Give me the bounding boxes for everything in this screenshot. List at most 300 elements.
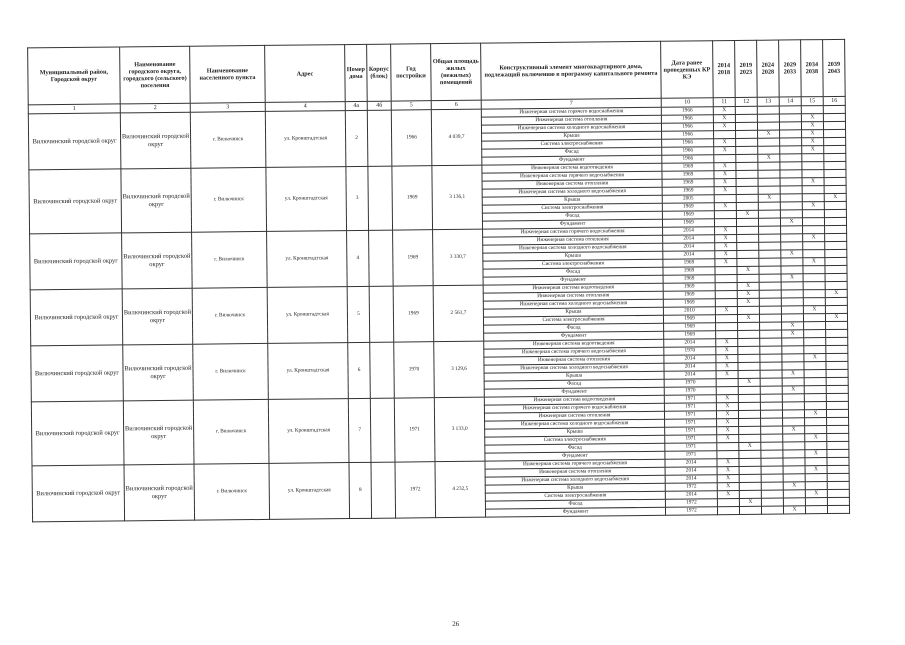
header-year-built: Год постройки [391, 44, 432, 101]
period-mark-cell [827, 425, 849, 433]
period-mark-cell [758, 202, 780, 210]
period-end-year: 2028 [761, 68, 775, 76]
element-name-cell: Инженерная система горячего водоснабжения [485, 459, 665, 469]
period-mark-cell [805, 498, 827, 506]
period-mark-cell: X [736, 210, 758, 218]
element-name-cell: Инженерная система холодного водоснабжения [485, 419, 665, 429]
prev-repair-date-cell: 1969 [662, 179, 714, 188]
period-mark-cell [758, 138, 780, 146]
year-cell: 1972 [395, 462, 436, 518]
period-mark-cell [738, 362, 760, 370]
period-mark-cell [738, 338, 760, 346]
street-cell: ул. Кронштадтская [267, 287, 348, 344]
locality-cell: г. Вилючинск [190, 111, 266, 168]
locality-cell: г. Вилючинск [192, 287, 268, 344]
period-mark-cell [826, 329, 848, 337]
element-name-cell: Крыша [484, 371, 664, 381]
period-mark-cell [761, 450, 783, 458]
header-row [28, 39, 846, 105]
street-cell: ул. Кронштадтская [268, 343, 349, 400]
period-mark-cell [825, 225, 847, 233]
period-mark-cell [823, 105, 845, 113]
street-cell: ул. Кронштадтская [267, 231, 348, 288]
period-mark-cell [827, 497, 849, 505]
period-mark-cell [803, 290, 825, 298]
prev-repair-date-cell: 1969 [664, 331, 716, 340]
period-mark-cell [780, 154, 802, 162]
prev-repair-date-cell: 1966 [662, 139, 714, 148]
year-cell: 1969 [393, 230, 434, 286]
period-mark-cell: X [716, 362, 738, 370]
element-name-cell: Система электроснабжения [485, 435, 665, 445]
period-end-year: 2023 [739, 68, 753, 76]
period-mark-cell [714, 210, 736, 218]
element-name-cell: Инженерная система горячего водоснабжения [482, 171, 662, 181]
period-mark-cell [758, 146, 780, 154]
element-name-cell: Крыша [485, 483, 665, 493]
period-mark-cell [825, 249, 847, 257]
period-mark-cell [736, 194, 758, 202]
year-cell: 1971 [394, 398, 435, 462]
period-mark-cell: X [717, 482, 739, 490]
period-mark-cell [803, 250, 825, 258]
period-mark-cell: X [782, 322, 804, 330]
district-cell: Вилючинский городской округ [31, 345, 124, 402]
district-cell: Вилючинский городской округ [31, 401, 124, 466]
period-mark-cell [758, 218, 780, 226]
prev-repair-date-cell: 1971 [664, 395, 716, 404]
period-mark-cell: X [737, 314, 759, 322]
period-mark-cell: X [716, 354, 738, 362]
period-mark-cell: X [713, 123, 735, 131]
period-mark-cell [780, 210, 802, 218]
column-number: 3 [190, 102, 265, 112]
column-number: 1 [28, 104, 120, 114]
prev-repair-date-cell: 2014 [664, 339, 716, 348]
element-name-cell: Инженерная система горячего водоснабжения [481, 107, 661, 117]
period-mark-cell [761, 490, 783, 498]
header-total-area: Общая площадь жилых (нежилых) помещений [431, 43, 482, 101]
period-mark-cell [823, 121, 845, 129]
period-mark-cell [804, 402, 826, 410]
period-mark-cell [802, 218, 824, 226]
period-mark-cell [783, 458, 805, 466]
settlement-cell: Вилючинский городской округ [122, 232, 193, 289]
prev-repair-date-cell: 1971 [665, 435, 717, 444]
element-name-cell: Инженерная система горячего водоснабжения [484, 403, 664, 413]
prev-repair-date-cell: 2005 [662, 195, 714, 204]
prev-repair-date-cell: 1971 [665, 419, 717, 428]
header-period [823, 39, 846, 96]
period-mark-cell: X [781, 250, 803, 258]
period-mark-cell [739, 458, 761, 466]
period-start-year: 2019 [739, 61, 753, 69]
header-municipal-district: Муниципальный район, Городской округ [28, 47, 121, 105]
period-mark-cell: X [805, 490, 827, 498]
period-mark-cell [717, 442, 739, 450]
column-number: 15 [801, 97, 823, 106]
period-mark-cell: X [805, 466, 827, 474]
period-mark-cell [827, 441, 849, 449]
period-mark-cell [738, 386, 760, 394]
period-start-year: 2039 [827, 60, 841, 69]
prev-repair-date-cell: 2014 [664, 371, 716, 380]
period-mark-cell [780, 170, 802, 178]
period-mark-cell [827, 433, 849, 441]
period-mark-cell [761, 442, 783, 450]
period-mark-cell [760, 370, 782, 378]
period-mark-cell [739, 426, 761, 434]
table-body [28, 105, 849, 522]
period-mark-cell: X [716, 346, 738, 354]
prev-repair-date-cell: 1971 [664, 403, 716, 412]
period-mark-cell: X [802, 138, 824, 146]
column-number: 4б [367, 101, 391, 110]
period-mark-cell [759, 258, 781, 266]
period-mark-cell [825, 305, 847, 313]
period-mark-cell [737, 274, 759, 282]
period-mark-cell [782, 410, 804, 418]
period-mark-cell [716, 386, 738, 394]
period-mark-cell [825, 265, 847, 273]
period-mark-cell [826, 393, 848, 401]
period-mark-cell: X [714, 170, 736, 178]
period-mark-cell [803, 242, 825, 250]
district-cell: Вилючинский городской округ [30, 233, 123, 290]
house-number-cell: 2 [345, 110, 368, 166]
period-mark-cell [760, 410, 782, 418]
period-mark-cell [803, 266, 825, 274]
period-mark-cell [760, 330, 782, 338]
period-mark-cell [760, 322, 782, 330]
period-mark-cell [761, 506, 783, 514]
period-mark-cell [824, 177, 846, 185]
period-mark-cell: X [714, 162, 736, 170]
prev-repair-date-cell: 1966 [662, 147, 714, 156]
period-mark-cell [780, 178, 802, 186]
header-structural-element: Конструктивный элемент многоквартирного дома, подлежащий включению в программу капитального ремонта [481, 41, 662, 100]
period-mark-cell [780, 130, 802, 138]
element-name-cell: Инженерная система холодного водоснабжения [483, 243, 663, 253]
prev-repair-date-cell: 1969 [663, 283, 715, 292]
period-mark-cell [761, 458, 783, 466]
period-mark-cell [803, 298, 825, 306]
year-cell: 1969 [393, 286, 434, 342]
period-mark-cell [759, 314, 781, 322]
period-mark-cell [780, 146, 802, 154]
period-mark-cell [714, 154, 736, 162]
period-mark-cell [781, 290, 803, 298]
period-mark-cell [738, 394, 760, 402]
locality-cell: г. Вилючинск [193, 343, 269, 400]
period-mark-cell: X [738, 378, 760, 386]
period-mark-cell [736, 186, 758, 194]
period-mark-cell: X [804, 410, 826, 418]
element-name-cell: Инженерная система холодного водоснабжения [483, 299, 663, 309]
period-mark-cell [824, 185, 846, 193]
column-number: 4 [265, 102, 345, 112]
period-mark-cell [824, 161, 846, 169]
period-end-year: 2033 [783, 68, 797, 76]
period-mark-cell [801, 106, 823, 114]
period-mark-cell: X [714, 202, 736, 210]
period-mark-cell: X [715, 258, 737, 266]
period-mark-cell [781, 314, 803, 322]
header-period [735, 40, 758, 97]
period-mark-cell [758, 210, 780, 218]
period-mark-cell [824, 153, 846, 161]
period-mark-cell [805, 426, 827, 434]
period-mark-cell [781, 306, 803, 314]
period-mark-cell [760, 354, 782, 362]
period-mark-cell: X [783, 506, 805, 514]
period-mark-cell [739, 506, 761, 514]
period-mark-cell [803, 274, 825, 282]
element-name-cell: Система электроснабжения [485, 491, 665, 501]
period-mark-cell [804, 338, 826, 346]
period-mark-cell [783, 490, 805, 498]
period-mark-cell [757, 122, 779, 130]
period-mark-cell [758, 162, 780, 170]
element-name-cell: Крыша [482, 131, 662, 141]
prev-repair-date-cell: 2010 [663, 307, 715, 316]
element-name-cell: Фундамент [482, 155, 662, 165]
block-cell [369, 230, 394, 286]
period-mark-cell [760, 394, 782, 402]
period-mark-cell [714, 218, 736, 226]
period-mark-cell: X [717, 490, 739, 498]
period-mark-cell [783, 498, 805, 506]
period-mark-cell [739, 434, 761, 442]
capital-repair-table [27, 39, 850, 523]
period-mark-cell [761, 426, 783, 434]
period-mark-cell [826, 369, 848, 377]
prev-repair-date-cell: 1970 [664, 379, 716, 388]
header-period [713, 41, 736, 98]
period-mark-cell [761, 498, 783, 506]
period-mark-cell [805, 474, 827, 482]
period-mark-cell [804, 378, 826, 386]
element-name-cell: Система электроснабжения [482, 139, 662, 149]
period-mark-cell [736, 178, 758, 186]
period-mark-cell [827, 417, 849, 425]
period-mark-cell: X [715, 306, 737, 314]
period-mark-cell [757, 114, 779, 122]
period-mark-cell: X [716, 370, 738, 378]
period-mark-cell: X [782, 386, 804, 394]
column-number: 10 [661, 98, 713, 108]
period-mark-cell [804, 362, 826, 370]
period-mark-cell: X [714, 186, 736, 194]
column-number: 11 [713, 98, 735, 107]
period-mark-cell [783, 474, 805, 482]
period-mark-cell [736, 146, 758, 154]
district-cell: Вилючинский городской округ [32, 465, 125, 522]
area-cell: 4 039,7 [431, 109, 482, 166]
period-mark-cell [781, 234, 803, 242]
period-mark-cell [738, 322, 760, 330]
period-start-year: 2029 [783, 61, 797, 69]
period-mark-cell: X [805, 434, 827, 442]
prev-repair-date-cell: 1972 [665, 507, 717, 516]
prev-repair-date-cell: 1971 [665, 451, 717, 460]
period-mark-cell [780, 162, 802, 170]
element-name-cell: Фундамент [483, 275, 663, 285]
period-mark-cell: X [758, 130, 780, 138]
prev-repair-date-cell: 1969 [663, 291, 715, 300]
element-name-cell: Фасад [483, 267, 663, 277]
column-number: 4а [345, 101, 367, 110]
block-cell [370, 398, 395, 462]
period-start-year: 2034 [805, 61, 819, 69]
period-mark-cell [802, 154, 824, 162]
year-cell: 1970 [394, 342, 435, 398]
period-mark-cell [824, 217, 846, 225]
element-name-cell: Фасад [484, 379, 664, 389]
element-name-cell: Инженерная система водоотведения [483, 283, 663, 293]
period-mark-cell [737, 234, 759, 242]
prev-repair-date-cell: 1969 [662, 203, 714, 212]
period-mark-cell [714, 130, 736, 138]
period-mark-cell [823, 113, 845, 121]
period-mark-cell [738, 346, 760, 354]
district-cell: Вилючинский городской округ [28, 113, 121, 170]
period-mark-cell: X [825, 313, 847, 321]
period-mark-cell: X [782, 330, 804, 338]
period-mark-cell [737, 250, 759, 258]
period-mark-cell [825, 233, 847, 241]
period-mark-cell: X [782, 370, 804, 378]
period-mark-cell [782, 394, 804, 402]
period-mark-cell: X [825, 289, 847, 297]
element-name-cell: Инженерная система отопления [483, 291, 663, 301]
page-number: 26 [452, 619, 460, 628]
period-mark-cell [825, 297, 847, 305]
period-mark-cell [802, 194, 824, 202]
period-mark-cell [825, 273, 847, 281]
period-mark-cell [804, 394, 826, 402]
period-mark-cell: X [716, 402, 738, 410]
element-name-cell: Инженерная система отопления [485, 467, 665, 477]
period-mark-cell [802, 186, 824, 194]
period-mark-cell [715, 290, 737, 298]
prev-repair-date-cell: 1969 [663, 259, 715, 268]
element-name-cell: Инженерная система холодного водоснабжения [481, 123, 661, 133]
period-mark-cell [736, 154, 758, 162]
period-mark-cell [824, 201, 846, 209]
element-name-cell: Фундамент [484, 331, 664, 341]
period-mark-cell [736, 170, 758, 178]
element-name-cell: Система электроснабжения [483, 315, 663, 325]
period-mark-cell [824, 169, 846, 177]
element-name-cell: Фасад [482, 147, 662, 157]
element-name-cell: Инженерная система отопления [484, 355, 664, 365]
period-mark-cell [826, 401, 848, 409]
prev-repair-date-cell: 1969 [663, 267, 715, 276]
prev-repair-date-cell: 1966 [661, 115, 713, 124]
period-mark-cell [736, 130, 758, 138]
period-mark-cell [827, 481, 849, 489]
period-mark-cell [736, 138, 758, 146]
district-cell: Вилючинский городской округ [30, 289, 123, 346]
period-mark-cell [781, 266, 803, 274]
header-locality: Наименование населенного пункта [190, 45, 266, 103]
period-mark-cell [759, 282, 781, 290]
period-mark-cell [803, 314, 825, 322]
area-cell: 2 561,7 [433, 285, 484, 342]
period-mark-cell [826, 377, 848, 385]
area-cell: 3 330,7 [433, 229, 484, 286]
period-mark-cell [739, 466, 761, 474]
period-mark-cell [758, 186, 780, 194]
column-number: 5 [391, 101, 431, 110]
prev-repair-date-cell: 1971 [664, 411, 716, 420]
block-cell [369, 286, 394, 342]
period-mark-cell: X [737, 282, 759, 290]
element-name-cell: Инженерная система холодного водоснабжения [482, 187, 662, 197]
header-period [757, 40, 780, 97]
settlement-cell: Вилючинский городской округ [123, 400, 194, 465]
column-number: 13 [757, 97, 779, 106]
street-cell: ул. Кронштадтская [269, 463, 350, 520]
period-mark-cell [757, 106, 779, 114]
prev-repair-date-cell: 1966 [662, 131, 714, 140]
prev-repair-date-cell: 2014 [663, 243, 715, 252]
settlement-cell: Вилючинский городской округ [124, 464, 195, 521]
period-mark-cell [760, 378, 782, 386]
area-cell: 3 133,0 [434, 397, 485, 462]
period-mark-cell [781, 242, 803, 250]
period-mark-cell: X [716, 394, 738, 402]
period-mark-cell: X [714, 146, 736, 154]
period-mark-cell [739, 490, 761, 498]
prev-repair-date-cell: 1969 [662, 163, 714, 172]
period-mark-cell [780, 138, 802, 146]
element-name-cell: Инженерная система водоотведения [482, 163, 662, 173]
header-previous-repair-date: Дата ранее проведенных КР КЭ [661, 41, 714, 99]
element-name-cell: Фасад [482, 211, 662, 221]
period-mark-cell: X [803, 234, 825, 242]
period-mark-cell: X [805, 450, 827, 458]
period-mark-cell [781, 282, 803, 290]
period-mark-cell [802, 170, 824, 178]
period-mark-cell: X [803, 306, 825, 314]
period-mark-cell: X [824, 193, 846, 201]
period-mark-cell: X [716, 410, 738, 418]
period-mark-cell [826, 345, 848, 353]
element-name-cell: Инженерная система водоотведения [484, 395, 664, 405]
prev-repair-date-cell: 2014 [663, 227, 715, 236]
element-name-cell: Инженерная система горячего водоснабжения [483, 227, 663, 237]
period-mark-cell [759, 266, 781, 274]
period-mark-cell [739, 482, 761, 490]
element-name-cell: Крыша [482, 195, 662, 205]
period-mark-cell: X [717, 474, 739, 482]
period-mark-cell [827, 473, 849, 481]
period-mark-cell [759, 242, 781, 250]
period-mark-cell: X [713, 107, 735, 115]
period-mark-cell [781, 258, 803, 266]
period-mark-cell [827, 489, 849, 497]
period-end-year: 2018 [717, 69, 731, 77]
prev-repair-date-cell: 1972 [665, 499, 717, 508]
period-mark-cell [715, 274, 737, 282]
period-mark-cell [738, 410, 760, 418]
column-number: 7 [481, 98, 661, 109]
column-number: 14 [779, 97, 801, 106]
period-mark-cell [761, 434, 783, 442]
settlement-cell: Вилючинский городской округ [121, 168, 192, 233]
